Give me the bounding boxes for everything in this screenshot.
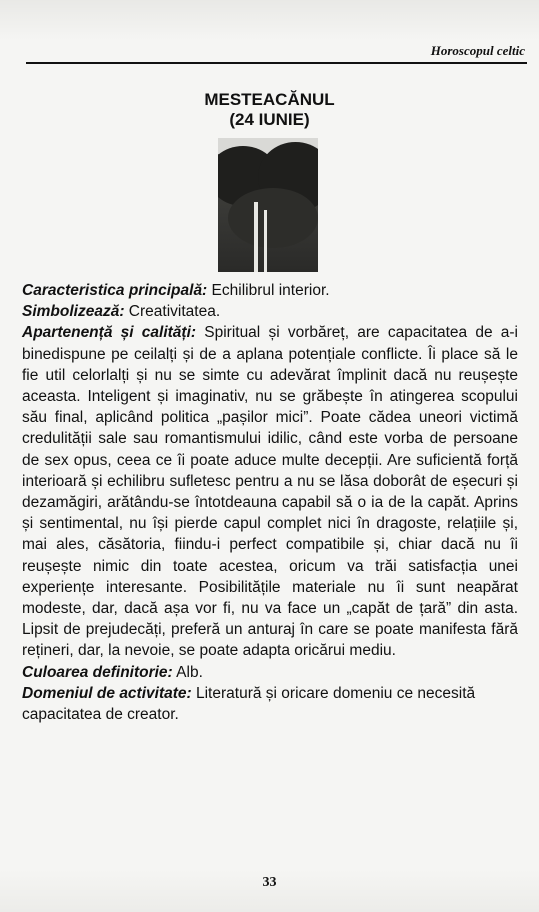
title-line-1: MESTEACĂNUL (204, 90, 335, 109)
section-label: Apartenență și calități: (22, 324, 197, 342)
section-text: Literatură și oricare domeniu ce necesită capacitatea de creator. (22, 684, 476, 724)
section-qualities (22, 322, 518, 661)
article-body (22, 280, 518, 725)
section-text: Spiritual și vorbăreț, are capacitatea de a-i binedispune pe ceilalți și de a aplana potențiale conflicte. Îi place să le fie util celorlalți și nu se simte cu adevărat împlinit dacă nu reușește aceasta. Inteligent și imaginativ, nu se grăbește în atingerea scopului său final, aplicând politica „pașilor mici”. Poate cădea uneori victimă credulității sale sau romantismului idilic, când este vorba de persoane de sex opus, ceea ce îi poate aduce multe decepții. Are suficientă forță interioară și echilibru sufletesc pentru a nu se lăsa doborât de eșecuri și dezamăgiri, arătându-se întotdeauna capabil să o ia de la capăt. Aprins și sentimental, nu își pierde capul complet nici în dragoste, relațiile și, mai ales, căsătoria, fiindu-i perfect compatibile și, chiar dacă nu îi reușește nimic din toate acestea, oricum va trăi satisfacția unei experiențe interesante. Posibilitățile materiale nu îi sunt neapărat modeste, dar, dacă așa vor fi, nu va face un „capăt de țară” din asta. Lipsit de prejudecăți, preferă un anturaj în care se poate manifesta fără rețineri, dar, la nevoie, se poate adapta oricărui mediu. (22, 324, 518, 660)
section-main-characteristic (22, 280, 518, 301)
section-label: Caracteristica principală: (22, 282, 208, 299)
page-title (0, 90, 539, 130)
section-field-of-activity (22, 683, 518, 725)
birch-tree-photo (218, 138, 318, 272)
section-text: Alb. (172, 663, 203, 681)
section-label: Culoarea definitorie: (22, 663, 173, 681)
page-number: 33 (262, 875, 277, 890)
section-text: Echilibrul interior. (207, 282, 330, 299)
header-rule (26, 62, 527, 64)
section-defining-color (22, 662, 518, 683)
section-label: Simbolizează: (22, 303, 125, 321)
section-text: Creativitatea. (124, 303, 221, 321)
running-head: Horoscopul celtic (430, 43, 525, 58)
section-label: Domeniul de activitate: (22, 684, 192, 702)
title-line-2: (24 IUNIE) (229, 110, 310, 129)
section-symbolizes (22, 301, 518, 322)
